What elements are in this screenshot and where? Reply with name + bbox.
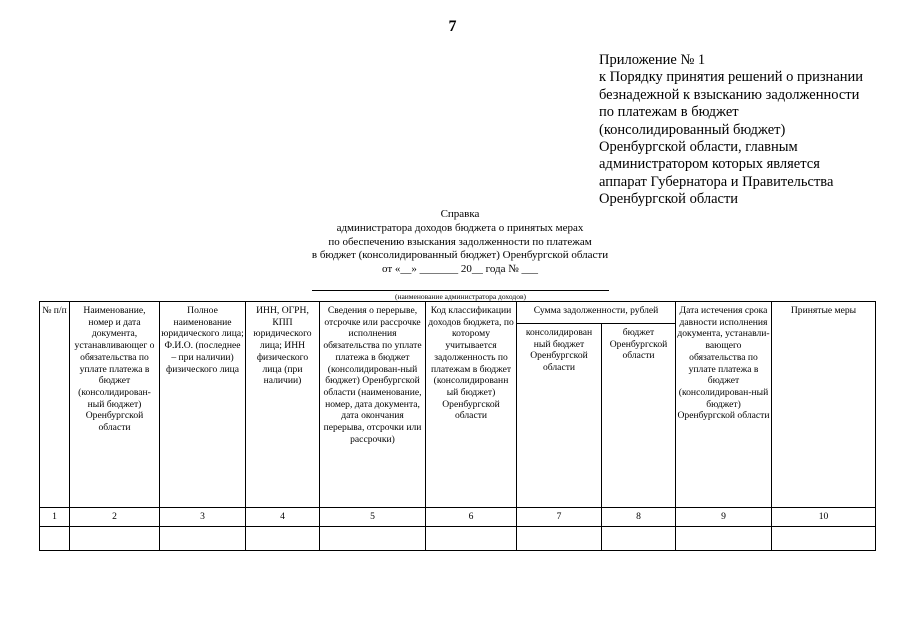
page-number: 7 [448,18,457,35]
document-date-line: от «__» _______ 20__ года № ___ [381,263,539,276]
appendix-header [599,52,899,209]
appendix-line: Оренбургской области, главным [599,139,798,156]
table-cell[interactable] [40,527,70,551]
appendix-line: аппарат Губернатора и Правительства [599,173,834,190]
column-number: 4 [246,508,320,527]
document-title: Справка [440,208,480,220]
appendix-line: безнадежной к взысканию задолженности [599,86,860,103]
header-regional-budget: бюджет Оренбургской области [602,324,676,508]
column-number: 6 [426,508,517,527]
column-number: 10 [772,508,876,527]
column-number: 9 [676,508,772,527]
table-cell[interactable] [246,527,320,551]
document-title-block [230,208,690,277]
table-cell[interactable] [160,527,246,551]
table-cell[interactable] [676,527,772,551]
appendix-line: администратором которых является [599,156,820,173]
document-title-line: в бюджет (консолидированный бюджет) Оренбургской области [311,249,609,262]
table-cell[interactable] [517,527,602,551]
header-inn-ogrn: ИНН, ОГРН, КПП юридического лица; ИНН физического лица (при наличии) [246,302,320,508]
header-income-code: Код классификации доходов бюджета, по которому учитывается задолженность по платежам в бюджет (консолидированн ый бюджет) Оренбургской области [426,302,517,508]
table-cell[interactable] [70,527,160,551]
appendix-line: по платежам в бюджет [599,104,739,121]
table-cell[interactable] [772,527,876,551]
column-numbers-row [40,508,876,527]
header-expiry-date: Дата истечения срока давности исполнения документа, устанавли-вающего обязательства по уплате платежа в бюджет (консолидирован-ный бюджет) Оренбургской области [676,302,772,508]
table-cell[interactable] [320,527,426,551]
header-row-number: № п/п [40,302,70,508]
column-number: 1 [40,508,70,527]
column-number: 3 [160,508,246,527]
appendix-line: Приложение № 1 [599,52,706,68]
column-number: 7 [517,508,602,527]
admin-name-caption: (наименование администратора доходов) [394,292,527,301]
header-consolidated-budget: консолидирован ный бюджет Оренбургской области [517,324,602,508]
table-cell[interactable] [602,527,676,551]
admin-name-underline [312,290,609,291]
debt-measures-table [39,301,876,551]
column-number: 8 [602,508,676,527]
appendix-line: к Порядку принятия решений о признании [599,69,864,86]
document-title-line: администратора доходов бюджета о принятых мерах [336,221,584,234]
document-title-line: по обеспечению взыскания задолженности по платежам [328,235,592,248]
header-document: Наименование, номер и дата документа, устанавливающег о обязательства по уплате платежа в бюджет (консолидирован-ный бюджет) Оренбургской области [70,302,160,508]
header-deferral-info: Сведения о перерыве, отсрочке или рассрочке исполнения обязательства по уплате платежа в бюджет (консолидирован-ный бюджет) Оренбургской области (наименование, номер, дата документа, дата окончания перерыва, отсрочки или рассрочки) [320,302,426,508]
column-number: 5 [320,508,426,527]
header-debt-sum-group: Сумма задолженности, рублей [517,302,676,324]
appendix-line: (консолидированный бюджет) [599,121,786,138]
header-full-name: Полное наименование юридического лица; Ф.И.О. (последнее – при наличии) физического лица [160,302,246,508]
table-row [40,527,876,551]
header-measures-taken: Принятые меры [772,302,876,508]
column-number: 2 [70,508,160,527]
appendix-line: Оренбургской области [599,191,739,208]
table-cell[interactable] [426,527,517,551]
